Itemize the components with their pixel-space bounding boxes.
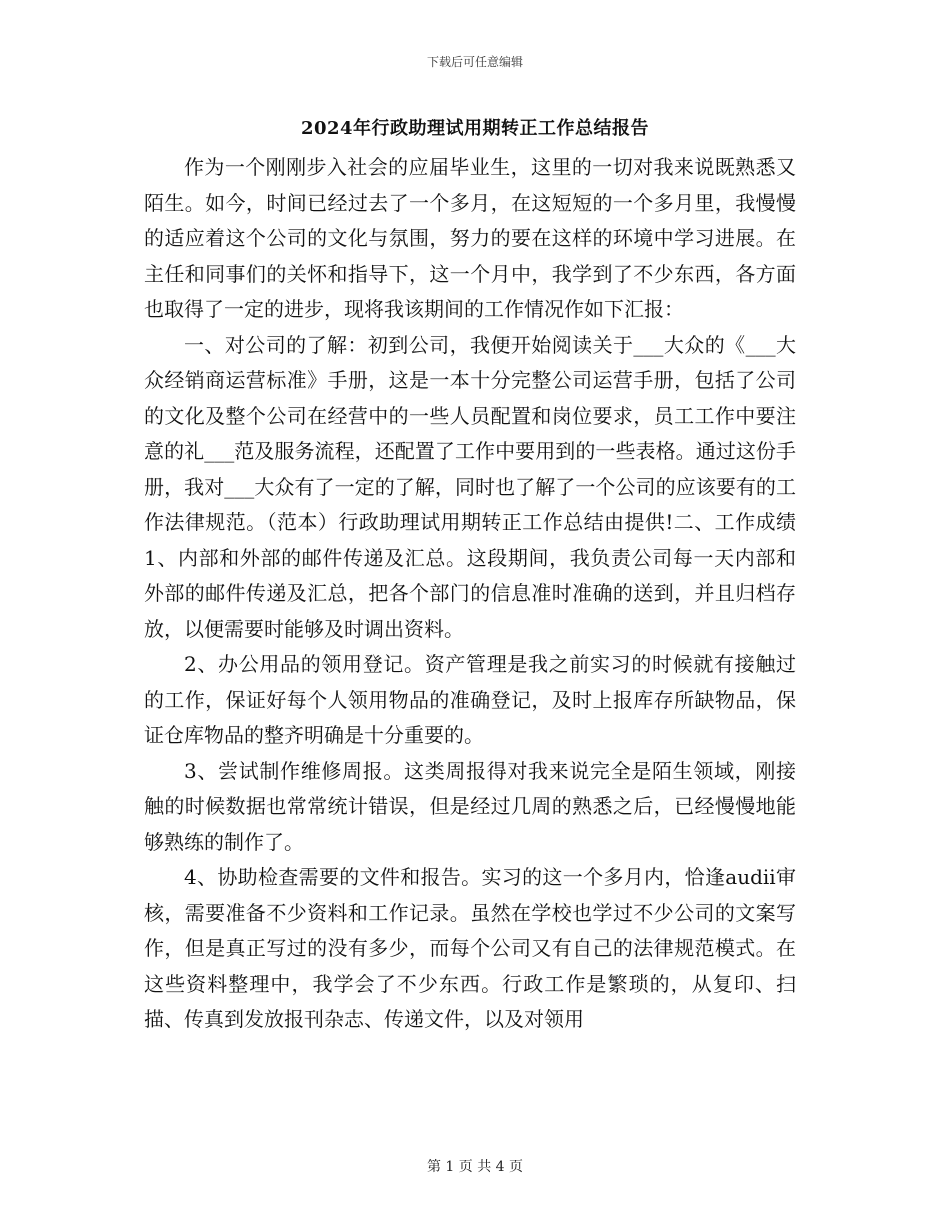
paragraph-intro: 作为一个刚刚步入社会的应届毕业生，这里的一切对我来说既熟悉又陌生。如今，时间已经过去了一个多月，在这短短的一个多月里，我慢慢的适应着这个公司的文化与氛围，努力的要在这样的环境中学习进展。在主任和同事们的关怀和指导下，这一个月中，我学到了不少东西，各方面也取得了一定的进步，现将我该期间的工作情况作如下汇报： [144,155,796,321]
document-title: 2024年行政助理试用期转正工作总结报告 [300,118,650,139]
paragraph-weekly-report: 3、尝试制作维修周报。这类周报得对我来说完全是陌生领域，刚接触的时候数据也常常统计错误，但是经过几周的熟悉之后，已经慢慢地能够熟练的制作了。 [144,758,796,854]
paragraph-office-supplies: 2、办公用品的领用登记。资产管理是我之前实习的时候就有接触过的工作，保证好每个人领用物品的准确登记，及时上报库存所缺物品，保证仓库物品的整齐明确是十分重要的。 [144,652,796,747]
document-body [144,150,796,1038]
download-note: 下载后可任意编辑 [426,55,523,69]
paragraph-company-understanding: 一、对公司的了解：初到公司，我便开始阅读关于___大众的《___大众经销商运营标准》手册，这是一本十分完整公司运营手册，包括了公司的文化及整个公司在经营中的一些人员配置和岗位要求，员工工作中要注意的礼___范及服务流程，还配置了工作中要用到的一些表格。通过这份手册，我对___大众有了一定的了解，同时也了解了一个公司的应该要有的工作法律规范。（范本）行政助理试用期转正工作总结由提供!二、工作成绩1、内部和外部的邮件传递及汇总。这段期间，我负责公司每一天内部和外部的邮件传递及汇总，把各个部门的信息准时准确的送到，并且归档存放，以便需要时能够及时调出资料。 [144,332,796,641]
page-number: 第 1 页 共 4 页 [426,1159,524,1175]
paragraph-document-review: 4、协助检查需要的文件和报告。实习的这一个多月内，恰逢audii审核，需要准备不少资料和工作记录。虽然在学校也学过不少公司的文案写作，但是真正写过的没有多少，而每个公司又有自己的法律规范模式。在这些资料整理中，我学会了不少东西。行政工作是繁琐的，从复印、扫描、传真到发放报刊杂志、传递文件，以及对领用 [144,865,796,1031]
